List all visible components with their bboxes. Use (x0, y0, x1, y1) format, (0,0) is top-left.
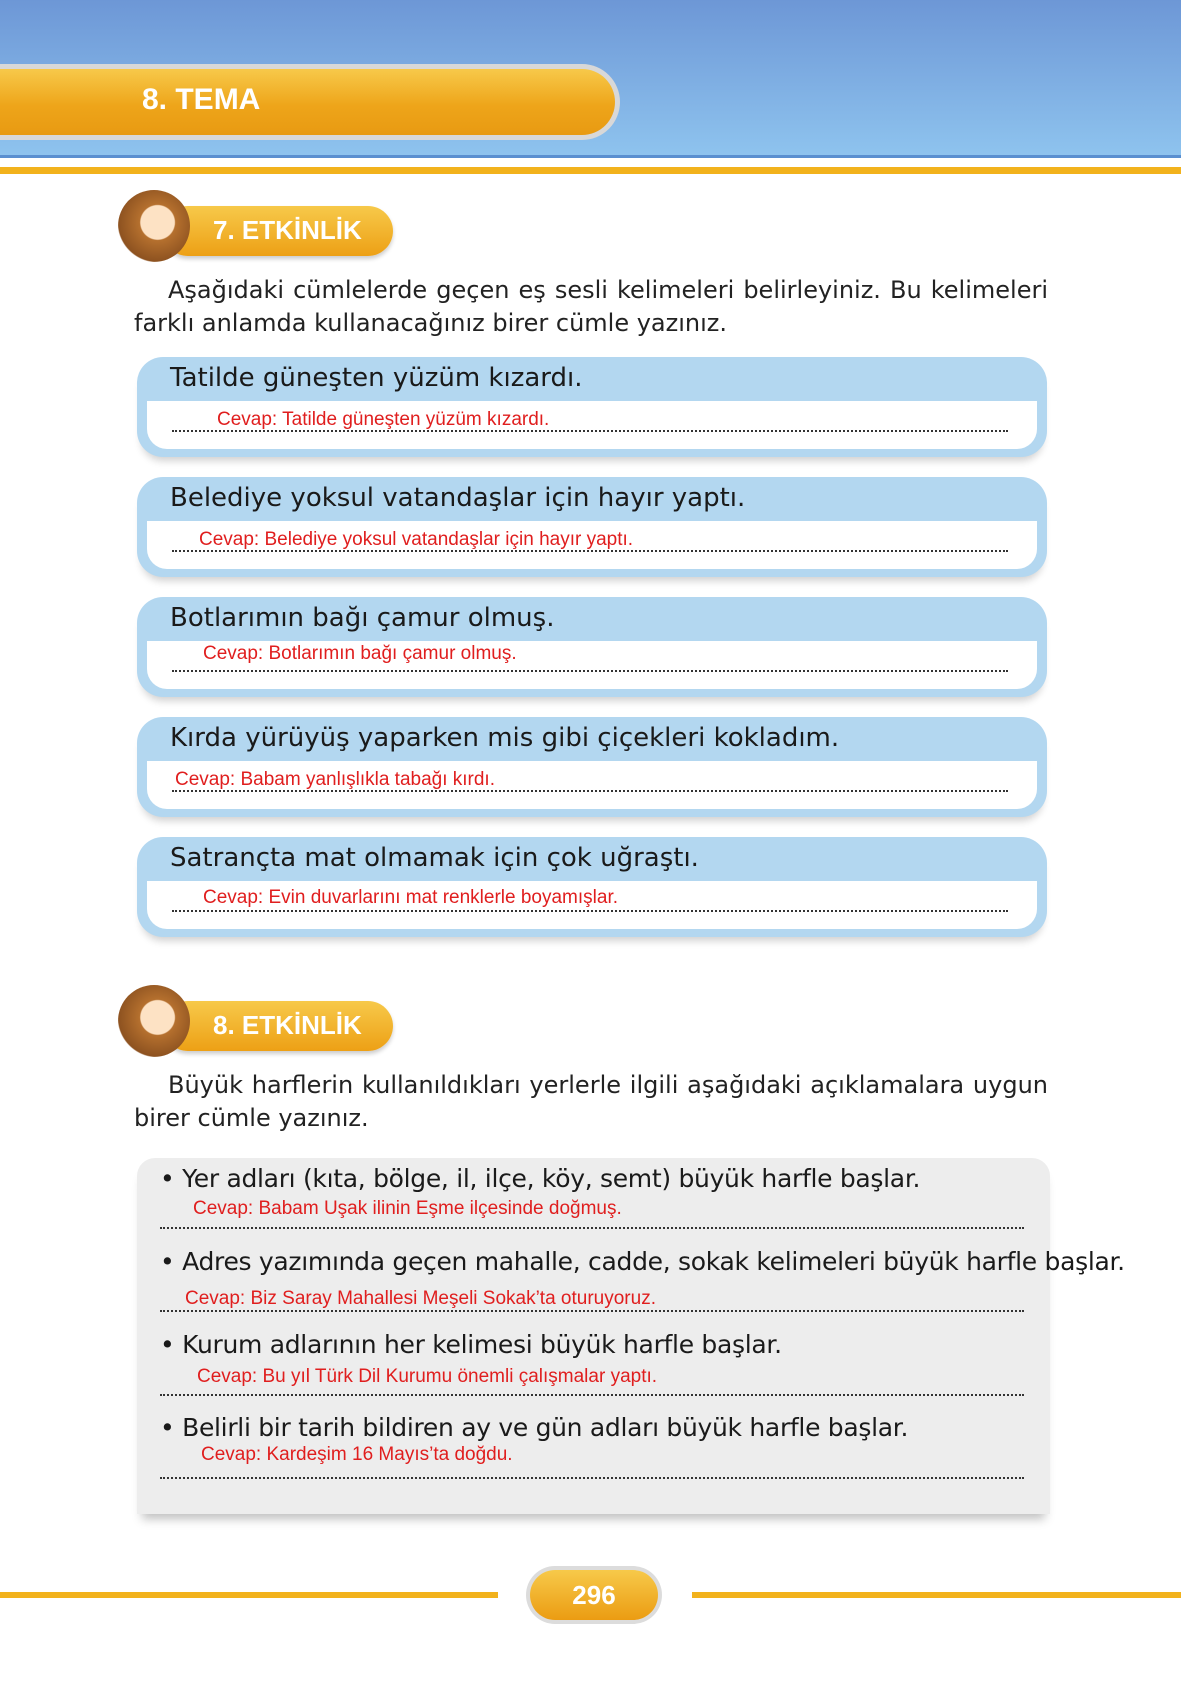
header-divider (0, 167, 1181, 174)
question-sentence: Satrançta mat olmamak için çok uğraştı. (170, 843, 699, 873)
activity-7-title: 7. ETKİNLİK (213, 215, 362, 245)
question-box (137, 717, 1047, 817)
question-box (137, 357, 1047, 457)
answer-line (160, 1227, 1024, 1229)
answer-line (160, 1394, 1024, 1396)
activity-8-badge (118, 997, 393, 1053)
page-number: 296 (530, 1570, 658, 1620)
theme-banner (0, 64, 620, 140)
girl-writing-icon (118, 985, 190, 1057)
answer-line (160, 1477, 1024, 1479)
rule-text: • Adres yazımında geçen mahalle, cadde, sokak kelimeleri büyük harfle başlar. (160, 1247, 1125, 1276)
answer-text: Cevap: Biz Saray Mahallesi Meşeli Sokak’ta oturuyoruz. (185, 1288, 656, 1309)
page-number-badge (526, 1566, 662, 1624)
question-sentence: Belediye yoksul vatandaşlar için hayır yaptı. (170, 483, 746, 513)
question-sentence: Botlarımın bağı çamur olmuş. (170, 603, 555, 633)
rule-text: • Belirli bir tarih bildiren ay ve gün adları büyük harfle başlar. (160, 1413, 909, 1442)
activity-8-instructions: Büyük harflerin kullanıldıkları yerlerle ilgili aşağıdaki açıklamalara uygun birer cümle yazınız. (134, 1071, 1048, 1132)
footer-line (0, 1592, 498, 1598)
question-box (137, 477, 1047, 577)
answer-text: Cevap: Babam yanlışlıkla tabağı kırdı. (175, 769, 495, 790)
rule-text: • Yer adları (kıta, bölge, il, ilçe, köy, semt) büyük harfle başlar. (160, 1164, 921, 1193)
theme-title: 8. TEMA (142, 83, 261, 116)
answer-text: Cevap: Babam Uşak ilinin Eşme ilçesinde doğmuş. (193, 1198, 622, 1219)
answer-line (172, 910, 1008, 912)
answer-text: Cevap: Belediye yoksul vatandaşlar için hayır yaptı. (199, 529, 634, 550)
question-sentence: Kırda yürüyüş yaparken mis gibi çiçekleri kokladım. (170, 723, 840, 753)
activity-8-title: 8. ETKİNLİK (213, 1010, 362, 1040)
answer-line (160, 1310, 1024, 1312)
rule-text: • Kurum adlarının her kelimesi büyük harfle başlar. (160, 1330, 782, 1359)
answer-text: Cevap: Bu yıl Türk Dil Kurumu önemli çalışmalar yaptı. (197, 1366, 658, 1387)
activity-7-instructions: Aşağıdaki cümlelerde geçen eş sesli kelimeleri belirleyiniz. Bu kelimeleri farklı anlamda kullanacağınız birer cümle yazınız. (134, 276, 1048, 337)
answer-text: Cevap: Evin duvarlarını mat renklerle boyamışlar. (203, 887, 619, 908)
activity-7-badge (118, 202, 393, 258)
answer-text: Cevap: Kardeşim 16 Mayıs’ta doğdu. (201, 1444, 513, 1465)
answer-text: Cevap: Tatilde güneşten yüzüm kızardı. (217, 409, 550, 430)
answer-line (172, 670, 1008, 672)
girl-writing-icon (118, 190, 190, 262)
answer-text: Cevap: Botlarımın bağı çamur olmuş. (203, 643, 517, 664)
footer-line (692, 1592, 1181, 1598)
question-sentence: Tatilde güneşten yüzüm kızardı. (170, 363, 583, 393)
